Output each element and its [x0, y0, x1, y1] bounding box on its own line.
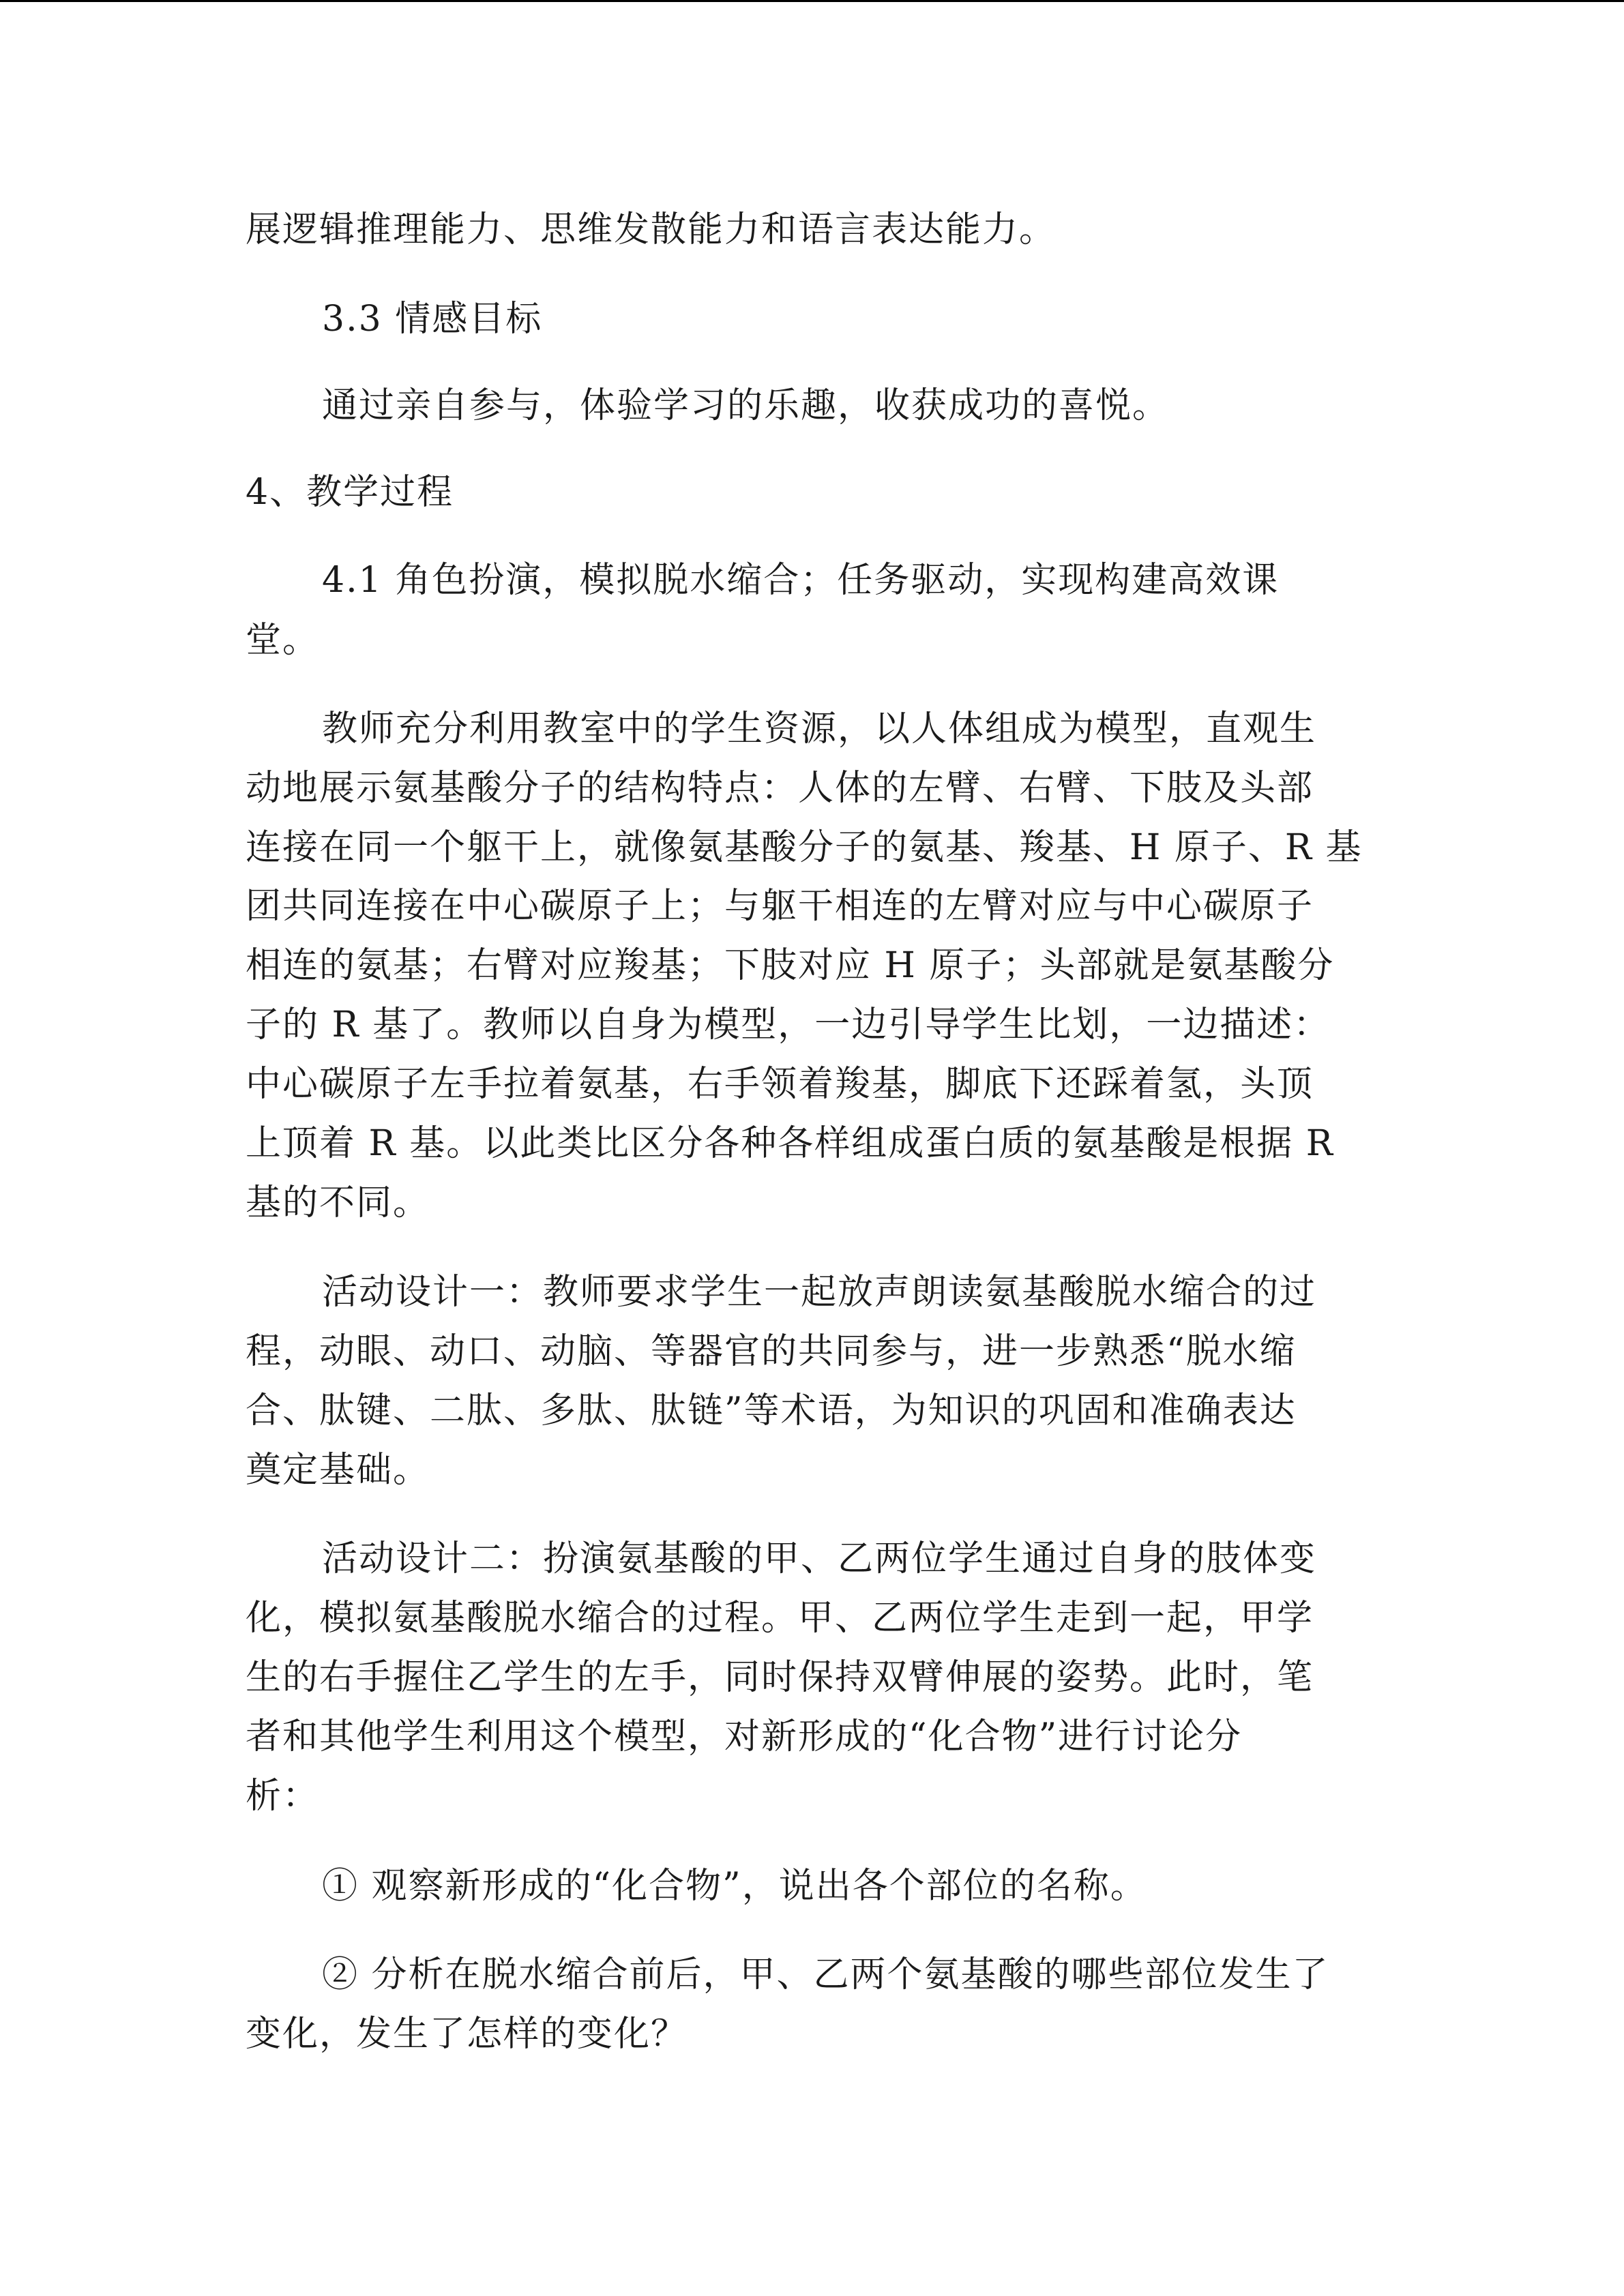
text-line: 中心碳原子左手拉着氨基，右手领着羧基，脚底下还踩着氢，头顶: [246, 1064, 1314, 1105]
text-line: 教师充分利用教室中的学生资源，以人体组成为模型，直观生: [322, 709, 1317, 749]
text-line: 子的 R 基了。教师以自身为模型，一边引导学生比划，一边描述：: [246, 1004, 1331, 1045]
text-line: 上顶着 R 基。以此类比区分各种各样组成蛋白质的氨基酸是根据 R: [246, 1123, 1334, 1164]
text-line: 化，模拟氨基酸脱水缩合的过程。甲、乙两位学生走到一起，甲学: [246, 1598, 1314, 1639]
text-line: 析：: [246, 1776, 320, 1817]
text-line: 堂。: [246, 620, 320, 661]
text-line: 连接在同一个躯干上，就像氨基酸分子的氨基、羧基、H 原子、R 基: [246, 827, 1363, 868]
text-line: 通过亲自参与，体验学习的乐趣，收获成功的喜悦。: [322, 385, 1170, 426]
text-line: 动地展示氨基酸分子的结构特点：人体的左臂、右臂、下肢及头部: [246, 768, 1314, 809]
text-line: 展逻辑推理能力、思维发散能力和语言表达能力。: [246, 209, 1057, 250]
text-line: 奠定基础。: [246, 1450, 430, 1491]
section-heading-4: 4、教学过程: [246, 472, 454, 513]
text-line: 活动设计一：教师要求学生一起放声朗读氨基酸脱水缩合的过: [322, 1272, 1317, 1313]
text-line: 者和其他学生利用这个模型，对新形成的“化合物”进行讨论分: [246, 1716, 1243, 1757]
list-item-2: ② 分析在脱水缩合前后，甲、乙两个氨基酸的哪些部位发生了: [322, 1954, 1329, 1995]
text-line: 相连的氨基；右臂对应羧基；下肢对应 H 原子；头部就是氨基酸分: [246, 945, 1335, 986]
text-line: 团共同连接在中心碳原子上；与躯干相连的左臂对应与中心碳原子: [246, 886, 1314, 927]
section-heading-3-3: 3.3 情感目标: [322, 299, 543, 340]
text-line: 合、肽键、二肽、多肽、肽链”等术语，为知识的巩固和准确表达: [246, 1390, 1297, 1431]
text-line: 活动设计二：扮演氨基酸的甲、乙两位学生通过自身的肢体变: [322, 1538, 1317, 1579]
text-line: 程，动眼、动口、动脑、等器官的共同参与，进一步熟悉“脱水缩: [246, 1331, 1297, 1372]
text-line: 变化，发生了怎样的变化？: [246, 2014, 688, 2055]
list-item-1: ① 观察新形成的“化合物”，说出各个部位的名称。: [322, 1866, 1147, 1907]
section-heading-4-1: 4.1 角色扮演，模拟脱水缩合；任务驱动，实现构建高效课: [322, 560, 1280, 601]
text-line: 基的不同。: [246, 1182, 430, 1223]
text-line: 生的右手握住乙学生的左手，同时保持双臂伸展的姿势。此时，笔: [246, 1657, 1314, 1698]
